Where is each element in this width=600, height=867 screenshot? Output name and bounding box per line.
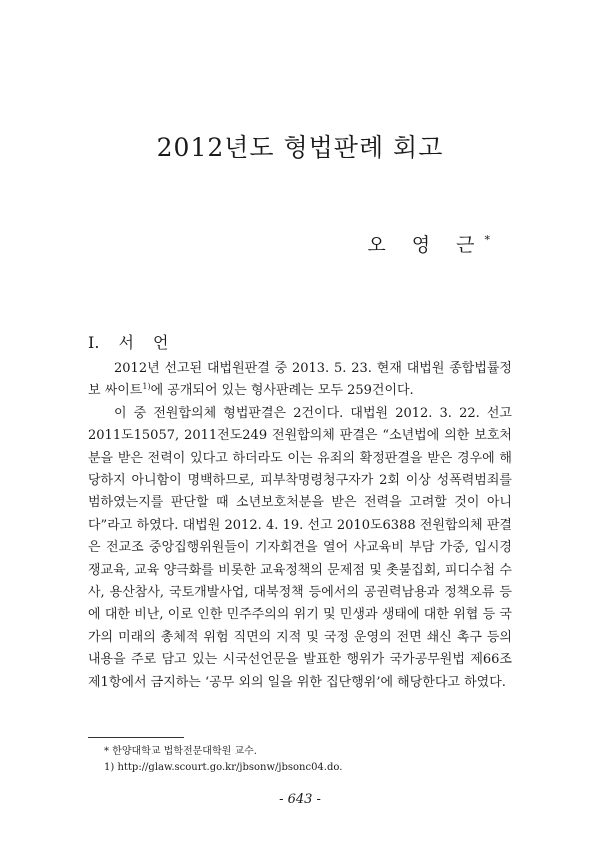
author-footnote-mark: * — [484, 233, 490, 247]
page-title: 2012년도 형법판례 회고 — [156, 133, 444, 162]
footnote-1: 1) http://glaw.scourt.go.kr/jbsonw/jbsonc04.do. — [104, 762, 343, 773]
footnote-author: * 한양대학교 법학전문대학원 교수. — [104, 746, 257, 757]
body-text — [88, 358, 512, 694]
author-name — [367, 230, 490, 257]
paragraph-1-text-b: 에 공개되어 있는 형사판례는 모두 259건이다. — [150, 383, 414, 399]
footnotes — [104, 744, 524, 776]
footnote-ref-1: 1) — [142, 382, 151, 392]
footnote-divider — [88, 737, 184, 738]
paragraph-2: 이 중 전원합의체 형법판결은 2건이다. 대법원 2012. 3. 22. 선고 2011도15057, 2011전도249 전원합의체 판결은 “소년법에 의한 보호처분을 받은 전력이 있다고 하더라도 이는 유죄의 확정판결을 받은 경우에 해당하지 아니함이 명백하므로, 피부착명령청구자가 2회 이상 성폭력범죄를 범하였는지를 판단할 때 소년보호처분을 받은 전력을 고려할 것이 아니다”라고 하였다. 대법원 2012. 4. 19. 선고 2010도6388 전원합의체 판결은 전교조 중앙집행위원들이 기자회견을 열어 사교육비 부담 가중, 입시경쟁교육, 교육 양극화를 비롯한 교육정책의 문제점 및 촛불집회, 피디수첩 수사, 용산참사, 국토개발사업, 대북정책 등에서의 공권력남용과 정책오류 등에 대한 비난, 이로 인한 민주주의의 위기 및 민생과 생태에 대한 위협 등 국가의 미래의 총체적 위험 직면의 지적 및 국정 운영의 전면 쇄신 촉구 등의 내용을 주로 담고 있는 시국선언문을 발표한 행위가 국가공무원법 제66조 제1항에서 금지하는 ‘공무 외의 일을 위한 집단행위’에 해당한다고 하였다. — [88, 405, 512, 690]
section-number: I. — [88, 333, 100, 352]
paragraph-1-text-a: 2012년 선고된 대법원판결 중 2013. 5. 23. 현재 대법원 종합법률정보 싸이트 — [88, 361, 512, 399]
author-name-text: 오 영 근 — [367, 234, 485, 256]
paragraph-1 — [88, 358, 512, 403]
page-number: - 643 - — [279, 792, 321, 807]
section-label: 서 언 — [118, 333, 169, 352]
section-heading — [88, 330, 169, 353]
